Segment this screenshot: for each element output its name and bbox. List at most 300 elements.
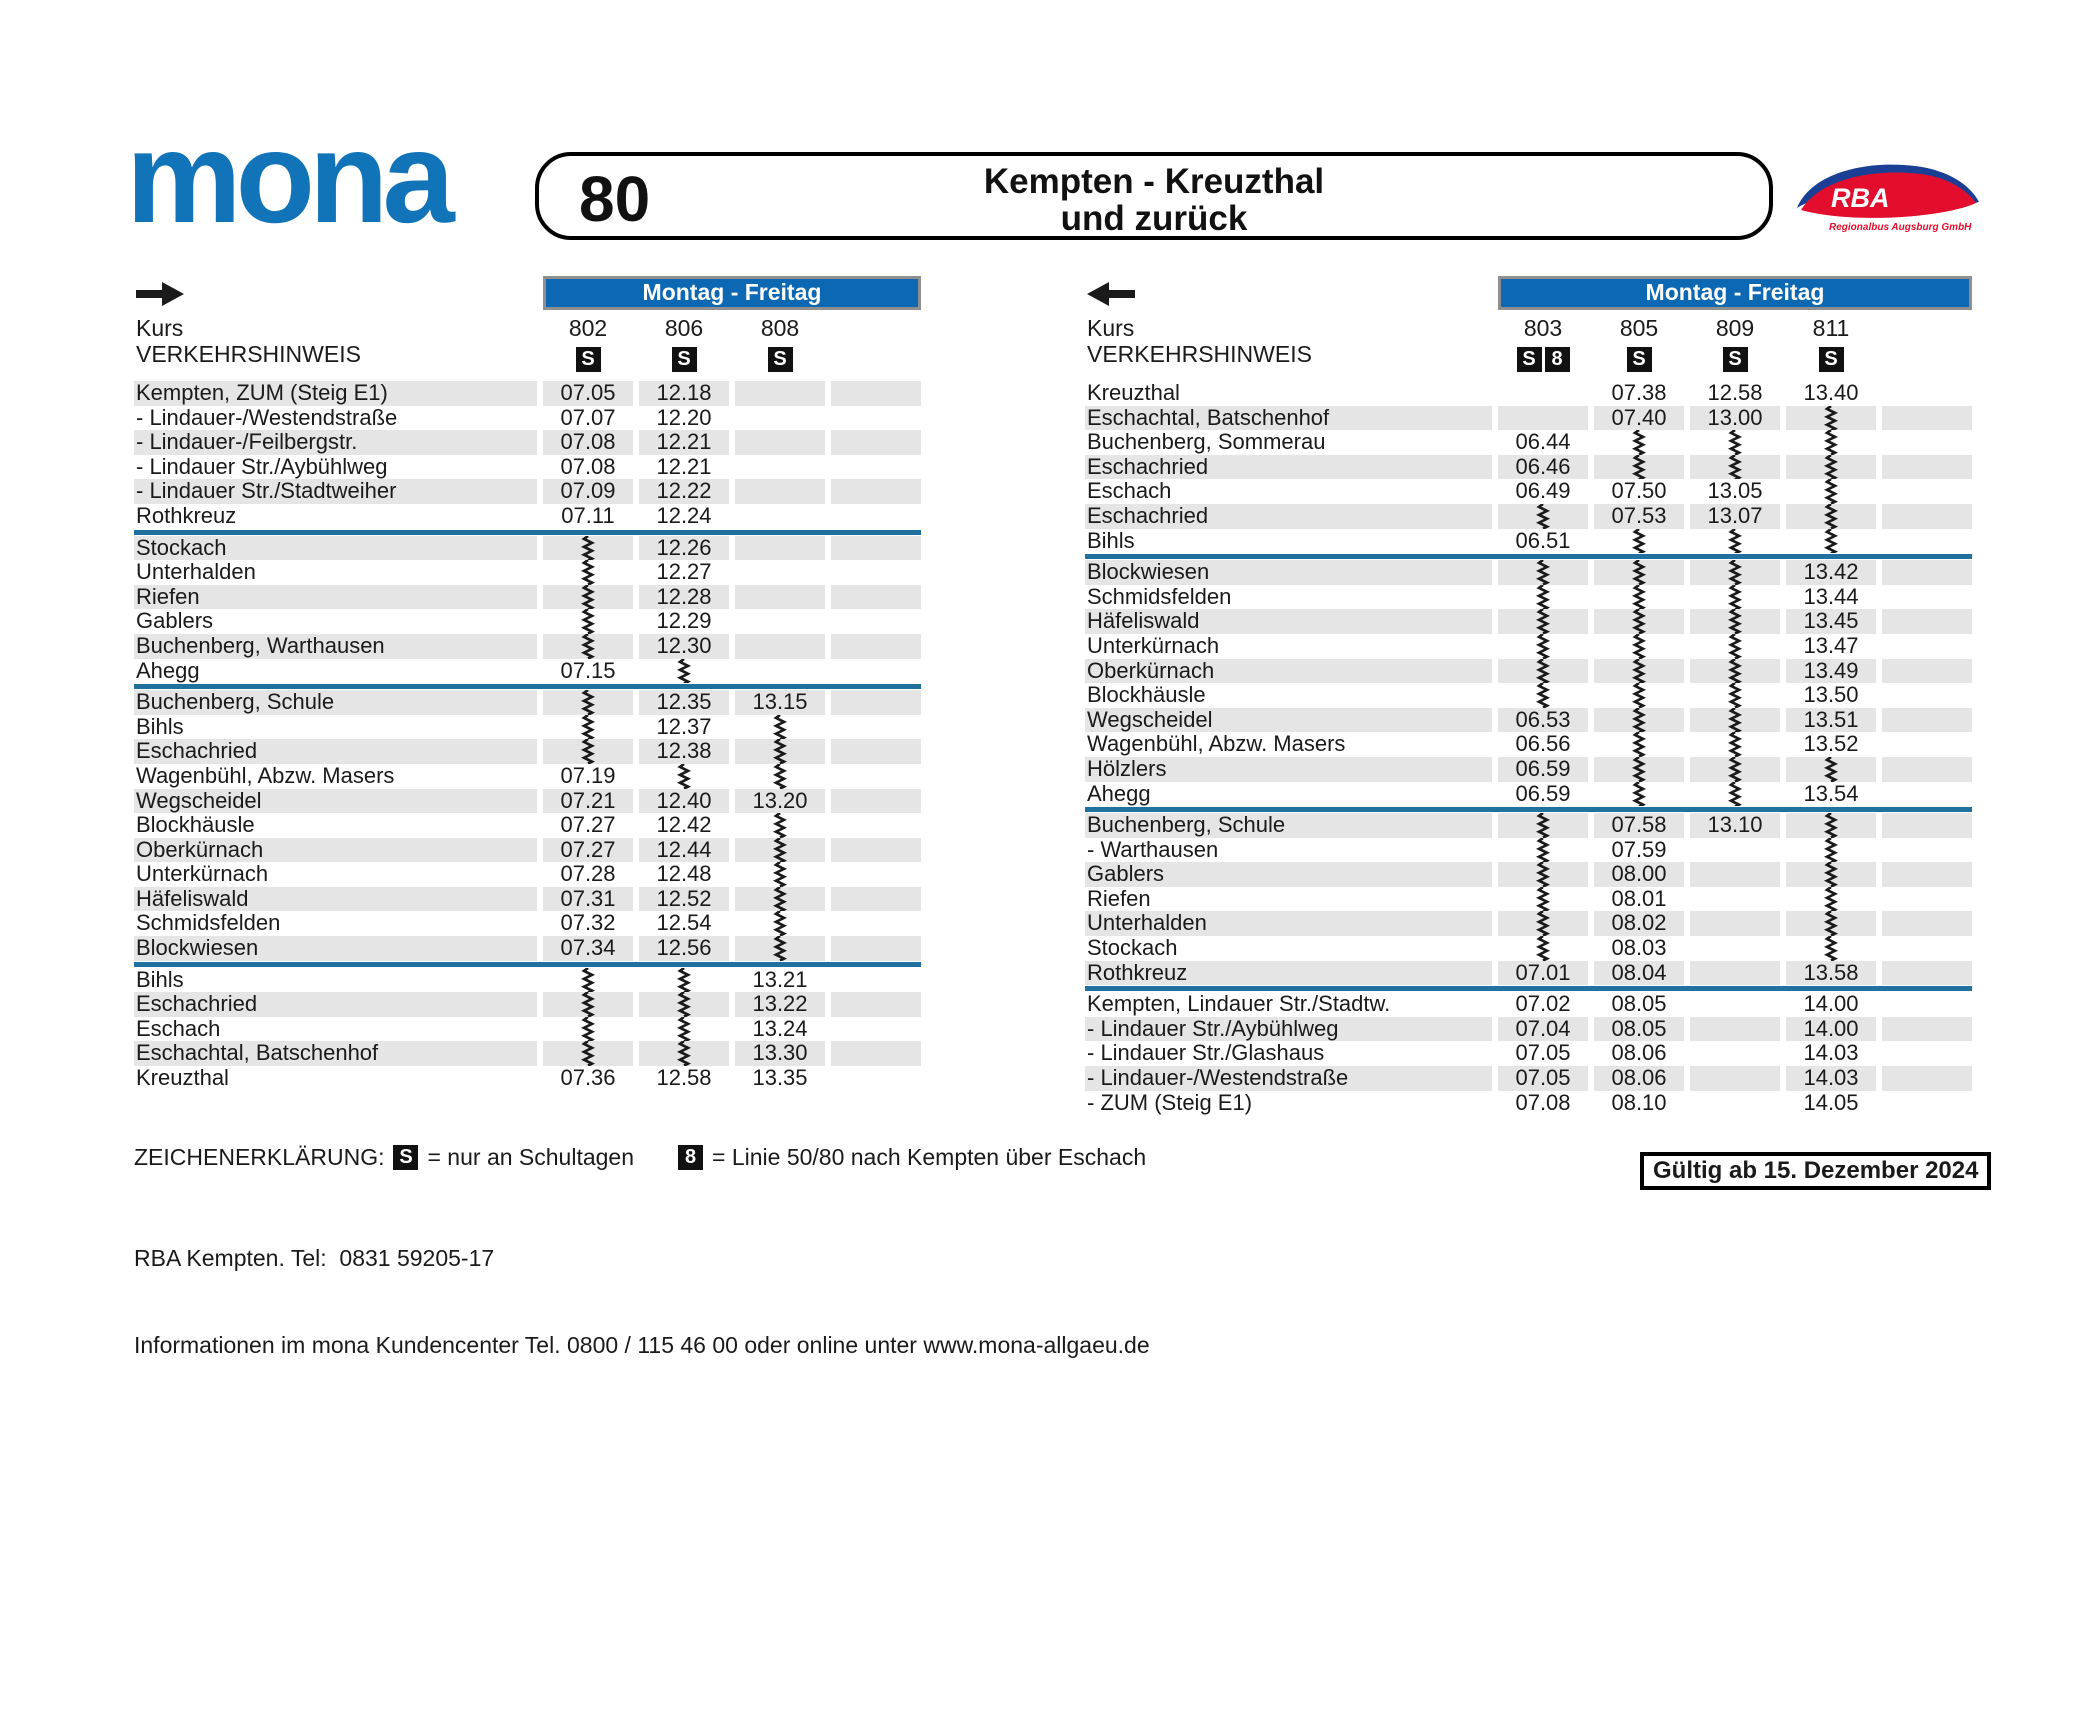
time-cell xyxy=(831,609,921,634)
verkehrshinweis-badge-s: S xyxy=(1627,347,1652,372)
time-cell: 07.53 xyxy=(1594,504,1684,529)
time-cell xyxy=(735,536,825,561)
zigzag-no-stop-icon xyxy=(1631,683,1647,708)
time-cell xyxy=(831,968,921,993)
time-cell: 12.54 xyxy=(656,910,712,936)
zigzag-no-stop-icon xyxy=(1823,504,1839,529)
zigzag-no-stop-icon xyxy=(1823,813,1839,838)
station-cell: Buchenberg, Sommerau xyxy=(1087,430,1326,455)
zigzag-no-stop-icon xyxy=(1823,936,1839,961)
time-cell: 07.36 xyxy=(560,1065,616,1091)
station-cell: Ahegg xyxy=(136,658,200,683)
verkehrshinweis-cell xyxy=(1882,342,1972,376)
time-cell xyxy=(639,659,729,684)
time-cell xyxy=(735,813,825,838)
time-cell xyxy=(1786,936,1876,961)
time-cell xyxy=(735,764,825,789)
verkehrshinweis-cell xyxy=(831,342,921,376)
zigzag-no-stop-icon xyxy=(580,536,596,561)
time-cell xyxy=(735,609,825,634)
table-row xyxy=(134,634,921,659)
zigzag-no-stop-icon xyxy=(580,560,596,585)
station-cell: Häfeliswald xyxy=(1085,609,1492,634)
time-cell xyxy=(1498,406,1588,431)
time-cell xyxy=(1786,504,1876,529)
time-cell xyxy=(1498,813,1588,838)
table-row xyxy=(1085,813,1972,838)
time-cell: 07.32 xyxy=(560,910,616,936)
kurs-cell: 802 xyxy=(568,315,608,341)
station-cell: Wagenbühl, Abzw. Masers xyxy=(1087,732,1346,757)
time-cell xyxy=(1594,757,1684,782)
table-row xyxy=(1085,838,1972,863)
time-cell: 12.38 xyxy=(639,739,729,764)
time-cell: 13.24 xyxy=(752,1015,808,1041)
time-cell xyxy=(831,838,921,863)
zigzag-no-stop-icon xyxy=(1631,634,1647,659)
time-cell: 06.53 xyxy=(1498,708,1588,733)
time-cell xyxy=(1882,659,1972,684)
station-cell: Buchenberg, Schule xyxy=(134,690,537,715)
time-cell xyxy=(543,968,633,993)
verkehrshinweis-badge-s: S xyxy=(1723,347,1748,372)
time-cell: 13.05 xyxy=(1707,478,1763,504)
station-cell: Eschach xyxy=(136,1016,221,1041)
time-cell xyxy=(1498,683,1588,708)
time-cell xyxy=(543,609,633,634)
table-row xyxy=(134,381,921,406)
zigzag-no-stop-icon xyxy=(1727,609,1743,634)
time-cell xyxy=(543,1017,633,1042)
time-cell xyxy=(831,406,921,431)
table-row xyxy=(134,455,921,480)
zigzag-no-stop-icon xyxy=(772,739,788,764)
time-cell: 06.59 xyxy=(1515,780,1571,806)
zigzag-no-stop-icon xyxy=(1727,455,1743,480)
verkehrshinweis-cell xyxy=(1786,342,1876,376)
time-cell xyxy=(1882,862,1972,887)
station-cell: Gablers xyxy=(136,609,214,634)
table-row xyxy=(134,430,921,455)
station-cell: Buchenberg, Warthausen xyxy=(134,634,537,659)
time-cell xyxy=(1690,430,1780,455)
zigzag-no-stop-icon xyxy=(580,1017,596,1042)
time-cell xyxy=(831,862,921,887)
time-cell: 06.49 xyxy=(1515,478,1571,504)
time-cell: 12.21 xyxy=(639,430,729,455)
time-cell xyxy=(735,739,825,764)
table-row xyxy=(134,764,921,789)
station-cell: Eschach xyxy=(1087,479,1172,504)
table-row xyxy=(134,659,921,684)
table-row xyxy=(134,968,921,993)
zigzag-no-stop-icon xyxy=(1727,560,1743,585)
table-row xyxy=(134,504,921,529)
zigzag-no-stop-icon xyxy=(1727,659,1743,684)
verkehrshinweis-cell xyxy=(1690,342,1780,376)
time-cell: 12.52 xyxy=(639,887,729,912)
time-cell: 06.51 xyxy=(1515,527,1571,553)
time-cell: 07.59 xyxy=(1611,836,1667,862)
time-cell: 13.40 xyxy=(1803,380,1859,405)
zigzag-no-stop-icon xyxy=(772,813,788,838)
time-cell: 07.27 xyxy=(560,812,616,838)
station-cell: Eschachtal, Batschenhof xyxy=(1085,406,1492,431)
station-cell: Eschachtal, Batschenhof xyxy=(134,1041,537,1066)
station-cell: - Lindauer-/Westendstraße xyxy=(1085,1066,1492,1091)
time-cell xyxy=(1882,708,1972,733)
time-cell xyxy=(543,739,633,764)
time-cell: 07.58 xyxy=(1594,813,1684,838)
time-cell xyxy=(1786,455,1876,480)
time-cell xyxy=(639,764,729,789)
time-cell: 07.05 xyxy=(1515,1040,1571,1066)
time-cell xyxy=(1498,862,1588,887)
time-cell xyxy=(1882,585,1972,610)
time-cell: 14.03 xyxy=(1786,1066,1876,1091)
time-cell: 13.44 xyxy=(1803,583,1859,609)
zigzag-no-stop-icon xyxy=(1823,911,1839,936)
table-row xyxy=(1085,992,1972,1017)
station-cell: Rothkreuz xyxy=(1085,961,1492,986)
table-row xyxy=(134,1041,921,1066)
time-cell xyxy=(1882,529,1972,554)
time-cell xyxy=(543,634,633,659)
table-row xyxy=(1085,961,1972,986)
footer-line-info: Informationen im mona Kundencenter Tel. 0800 / 115 46 00 oder online unter www.mona-allgaeu.de xyxy=(134,1332,1150,1358)
time-cell: 06.46 xyxy=(1498,455,1588,480)
time-cell xyxy=(735,715,825,740)
kurs-row xyxy=(134,315,921,342)
time-cell: 12.42 xyxy=(656,812,712,838)
time-cell xyxy=(1786,862,1876,887)
time-cell xyxy=(1594,634,1684,659)
direction-right-arrow-icon xyxy=(136,282,184,306)
kurs-cell: 811 xyxy=(1812,315,1850,341)
time-cell xyxy=(1882,1017,1972,1042)
time-cell xyxy=(831,764,921,789)
time-cell xyxy=(831,992,921,1017)
time-cell: 12.56 xyxy=(639,936,729,961)
time-cell xyxy=(1690,1091,1780,1116)
table-row xyxy=(134,838,921,863)
time-cell xyxy=(1498,609,1588,634)
zigzag-no-stop-icon xyxy=(772,936,788,961)
kurs-cell: 803 xyxy=(1523,315,1563,341)
station-cell: Unterkürnach xyxy=(1087,633,1220,658)
time-cell: 12.24 xyxy=(656,502,712,528)
time-cell xyxy=(1882,911,1972,936)
station-cell: Oberkürnach xyxy=(134,838,537,863)
zigzag-no-stop-icon xyxy=(1631,757,1647,782)
direction-left-arrow-icon xyxy=(1087,282,1135,306)
verkehrshinweis-cell xyxy=(639,342,729,376)
zigzag-no-stop-icon xyxy=(1823,757,1839,782)
zigzag-no-stop-icon xyxy=(772,764,788,789)
mona-logo: mona xyxy=(126,104,449,250)
time-cell: 12.21 xyxy=(656,453,712,479)
time-cell xyxy=(831,585,921,610)
verkehrshinweis-badge-s: S xyxy=(1517,347,1542,372)
station-cell: Wegscheidel xyxy=(134,789,537,814)
time-cell: 07.02 xyxy=(1515,991,1571,1017)
time-cell xyxy=(1786,529,1876,554)
station-cell: Gablers xyxy=(1085,862,1492,887)
station-cell: Eschachried xyxy=(134,739,537,764)
time-cell: 08.06 xyxy=(1594,1066,1684,1091)
time-cell: 12.40 xyxy=(639,789,729,814)
time-cell: 07.11 xyxy=(561,502,615,528)
time-cell xyxy=(735,585,825,610)
time-cell xyxy=(543,1041,633,1066)
time-cell xyxy=(1690,455,1780,480)
time-cell: 07.05 xyxy=(1498,1066,1588,1091)
table-row xyxy=(1085,430,1972,455)
verkehrshinweis-cell xyxy=(1594,342,1684,376)
table-row xyxy=(134,862,921,887)
time-cell: 08.04 xyxy=(1594,961,1684,986)
time-cell xyxy=(1690,911,1780,936)
time-cell xyxy=(831,659,921,684)
kurs-cell: 809 xyxy=(1715,315,1755,341)
zigzag-no-stop-icon xyxy=(676,659,692,684)
time-cell xyxy=(1882,757,1972,782)
table-row xyxy=(134,1017,921,1042)
time-cell xyxy=(1882,479,1972,504)
time-cell xyxy=(1882,1066,1972,1091)
time-cell: 12.35 xyxy=(639,690,729,715)
time-cell: 06.44 xyxy=(1515,429,1571,455)
time-cell: 07.31 xyxy=(543,887,633,912)
table-row xyxy=(1085,455,1972,480)
time-cell: 13.07 xyxy=(1690,504,1780,529)
time-cell: 13.42 xyxy=(1786,560,1876,585)
kurs-label: Kurs xyxy=(1087,315,1135,341)
station-cell: - Lindauer Str./Aybühlweg xyxy=(136,454,388,479)
time-cell xyxy=(1882,1091,1972,1116)
kurs-cell: 806 xyxy=(664,315,704,341)
table-row xyxy=(1085,381,1972,406)
time-cell xyxy=(639,968,729,993)
time-cell: 06.59 xyxy=(1498,757,1588,782)
time-cell xyxy=(831,1017,921,1042)
time-cell xyxy=(1690,838,1780,863)
zigzag-no-stop-icon xyxy=(1823,862,1839,887)
time-cell xyxy=(1690,609,1780,634)
zigzag-no-stop-icon xyxy=(1535,609,1551,634)
time-cell: 12.20 xyxy=(656,404,712,430)
time-cell xyxy=(831,690,921,715)
zigzag-no-stop-icon xyxy=(580,739,596,764)
time-cell: 07.04 xyxy=(1498,1017,1588,1042)
station-cell: Buchenberg, Schule xyxy=(1085,813,1492,838)
legend-item-line-50-80: = Linie 50/80 nach Kempten über Eschach xyxy=(712,1144,1147,1170)
time-cell xyxy=(1786,887,1876,912)
zigzag-no-stop-icon xyxy=(1823,529,1839,554)
time-cell: 07.40 xyxy=(1594,406,1684,431)
time-cell: 08.06 xyxy=(1611,1040,1667,1066)
time-cell xyxy=(1594,430,1684,455)
time-cell: 07.05 xyxy=(543,381,633,406)
station-cell: - Lindauer-/Westendstraße xyxy=(136,405,398,430)
time-cell xyxy=(1882,504,1972,529)
time-cell: 12.48 xyxy=(656,861,712,887)
zigzag-no-stop-icon xyxy=(772,862,788,887)
time-cell xyxy=(639,1017,729,1042)
station-cell: Bihls xyxy=(136,714,184,739)
station-cell: Riefen xyxy=(134,585,537,610)
table-row xyxy=(1085,504,1972,529)
time-cell xyxy=(543,560,633,585)
table-row xyxy=(134,690,921,715)
time-cell: 07.08 xyxy=(1515,1089,1571,1115)
table-row xyxy=(1085,936,1972,961)
zigzag-no-stop-icon xyxy=(1631,659,1647,684)
table-row xyxy=(134,609,921,634)
station-cell: Eschachried xyxy=(1085,455,1492,480)
legend xyxy=(134,1144,1146,1171)
time-cell xyxy=(1882,381,1972,406)
time-cell xyxy=(1690,585,1780,610)
time-cell xyxy=(1594,708,1684,733)
zigzag-no-stop-icon xyxy=(676,1017,692,1042)
station-cell: Stockach xyxy=(134,536,537,561)
station-cell: Häfeliswald xyxy=(134,887,537,912)
time-cell xyxy=(1882,683,1972,708)
zigzag-no-stop-icon xyxy=(1823,887,1839,912)
time-cell xyxy=(1690,634,1780,659)
time-cell: 12.28 xyxy=(639,585,729,610)
time-cell xyxy=(831,560,921,585)
time-cell xyxy=(735,862,825,887)
legend-title: ZEICHENERKLÄRUNG: xyxy=(134,1144,385,1170)
time-cell: 13.51 xyxy=(1786,708,1876,733)
time-cell: 13.45 xyxy=(1786,609,1876,634)
time-cell: 14.00 xyxy=(1786,1017,1876,1042)
time-cell: 12.44 xyxy=(639,838,729,863)
time-cell xyxy=(1594,782,1684,807)
verkehrshinweis-badge-s: S xyxy=(768,347,793,372)
station-cell: Unterkürnach xyxy=(136,862,269,887)
time-cell xyxy=(831,789,921,814)
table-row xyxy=(134,887,921,912)
table-row xyxy=(1085,1017,1972,1042)
time-cell xyxy=(831,455,921,480)
time-cell: 12.30 xyxy=(639,634,729,659)
time-cell xyxy=(1882,961,1972,986)
time-cell: 07.15 xyxy=(560,657,616,683)
verkehrshinweis-cell xyxy=(543,342,633,376)
table-row xyxy=(1085,911,1972,936)
section-separator xyxy=(134,962,921,967)
legend-item-school-days: = nur an Schultagen xyxy=(427,1144,635,1170)
zigzag-no-stop-icon xyxy=(1535,838,1551,863)
time-cell xyxy=(1690,757,1780,782)
time-cell xyxy=(1786,406,1876,431)
kurs-label: Kurs xyxy=(136,315,184,341)
time-cell: 06.56 xyxy=(1515,731,1571,757)
time-cell xyxy=(735,659,825,684)
zigzag-no-stop-icon xyxy=(1631,609,1647,634)
time-cell: 07.21 xyxy=(543,789,633,814)
zigzag-no-stop-icon xyxy=(1535,887,1551,912)
time-cell xyxy=(1594,585,1684,610)
station-cell: - Lindauer-/Feilbergstr. xyxy=(134,430,537,455)
time-cell xyxy=(1690,961,1780,986)
kurs-cell: 805 xyxy=(1619,315,1659,341)
station-cell: Bihls xyxy=(136,967,184,992)
station-cell: Schmidsfelden xyxy=(1087,584,1232,609)
station-cell: Riefen xyxy=(1087,886,1151,911)
verkehrshinweis-cell xyxy=(1498,342,1588,376)
line-50-80-badge: 8 xyxy=(678,1145,703,1170)
zigzag-no-stop-icon xyxy=(1823,430,1839,455)
time-cell xyxy=(735,430,825,455)
verkehrshinweis-row xyxy=(134,342,921,376)
line-title-row1: Kempten - Kreuzthal xyxy=(983,162,1325,201)
time-cell: 07.19 xyxy=(560,762,616,788)
table-row xyxy=(134,536,921,561)
zigzag-no-stop-icon xyxy=(1535,634,1551,659)
rba-logo xyxy=(1793,160,1983,245)
table-row xyxy=(1085,560,1972,585)
time-cell xyxy=(831,504,921,529)
time-cell xyxy=(831,1041,921,1066)
zigzag-no-stop-icon xyxy=(772,887,788,912)
time-cell xyxy=(735,455,825,480)
table-row xyxy=(134,406,921,431)
zigzag-no-stop-icon xyxy=(1823,406,1839,431)
zigzag-no-stop-icon xyxy=(1823,838,1839,863)
zigzag-no-stop-icon xyxy=(1535,911,1551,936)
table-row xyxy=(1085,479,1972,504)
time-cell: 13.21 xyxy=(752,966,808,992)
table-row xyxy=(1085,659,1972,684)
time-cell xyxy=(831,936,921,961)
station-cell: - Lindauer Str./Glashaus xyxy=(1087,1041,1325,1066)
time-cell: 12.22 xyxy=(639,479,729,504)
zigzag-no-stop-icon xyxy=(1535,504,1551,529)
time-cell xyxy=(1882,406,1972,431)
table-row xyxy=(1085,609,1972,634)
table-row xyxy=(1085,585,1972,610)
time-cell xyxy=(1882,430,1972,455)
time-cell xyxy=(1786,757,1876,782)
rba-subtext: Regionalbus Augsburg GmbH xyxy=(1829,222,1972,233)
station-cell: Eschachried xyxy=(1085,504,1492,529)
line-title-row2: und zurück xyxy=(1060,199,1248,238)
station-cell: Ahegg xyxy=(1087,781,1151,806)
time-cell xyxy=(831,739,921,764)
time-cell xyxy=(1498,936,1588,961)
station-cell: Kreuzthal xyxy=(136,1066,229,1091)
time-cell xyxy=(1882,732,1972,757)
time-cell xyxy=(1690,659,1780,684)
table-row xyxy=(134,739,921,764)
zigzag-no-stop-icon xyxy=(1727,430,1743,455)
zigzag-no-stop-icon xyxy=(772,838,788,863)
time-cell xyxy=(1786,911,1876,936)
verkehrshinweis-label: VERKEHRSHINWEIS xyxy=(1087,342,1312,367)
time-cell: 13.30 xyxy=(735,1041,825,1066)
time-cell: 07.50 xyxy=(1611,478,1667,504)
zigzag-no-stop-icon xyxy=(580,609,596,634)
time-cell: 13.49 xyxy=(1786,659,1876,684)
day-header-bar: Montag - Freitag xyxy=(1498,276,1972,310)
time-cell: 07.08 xyxy=(560,453,616,479)
zigzag-no-stop-icon xyxy=(676,992,692,1017)
time-cell xyxy=(735,838,825,863)
